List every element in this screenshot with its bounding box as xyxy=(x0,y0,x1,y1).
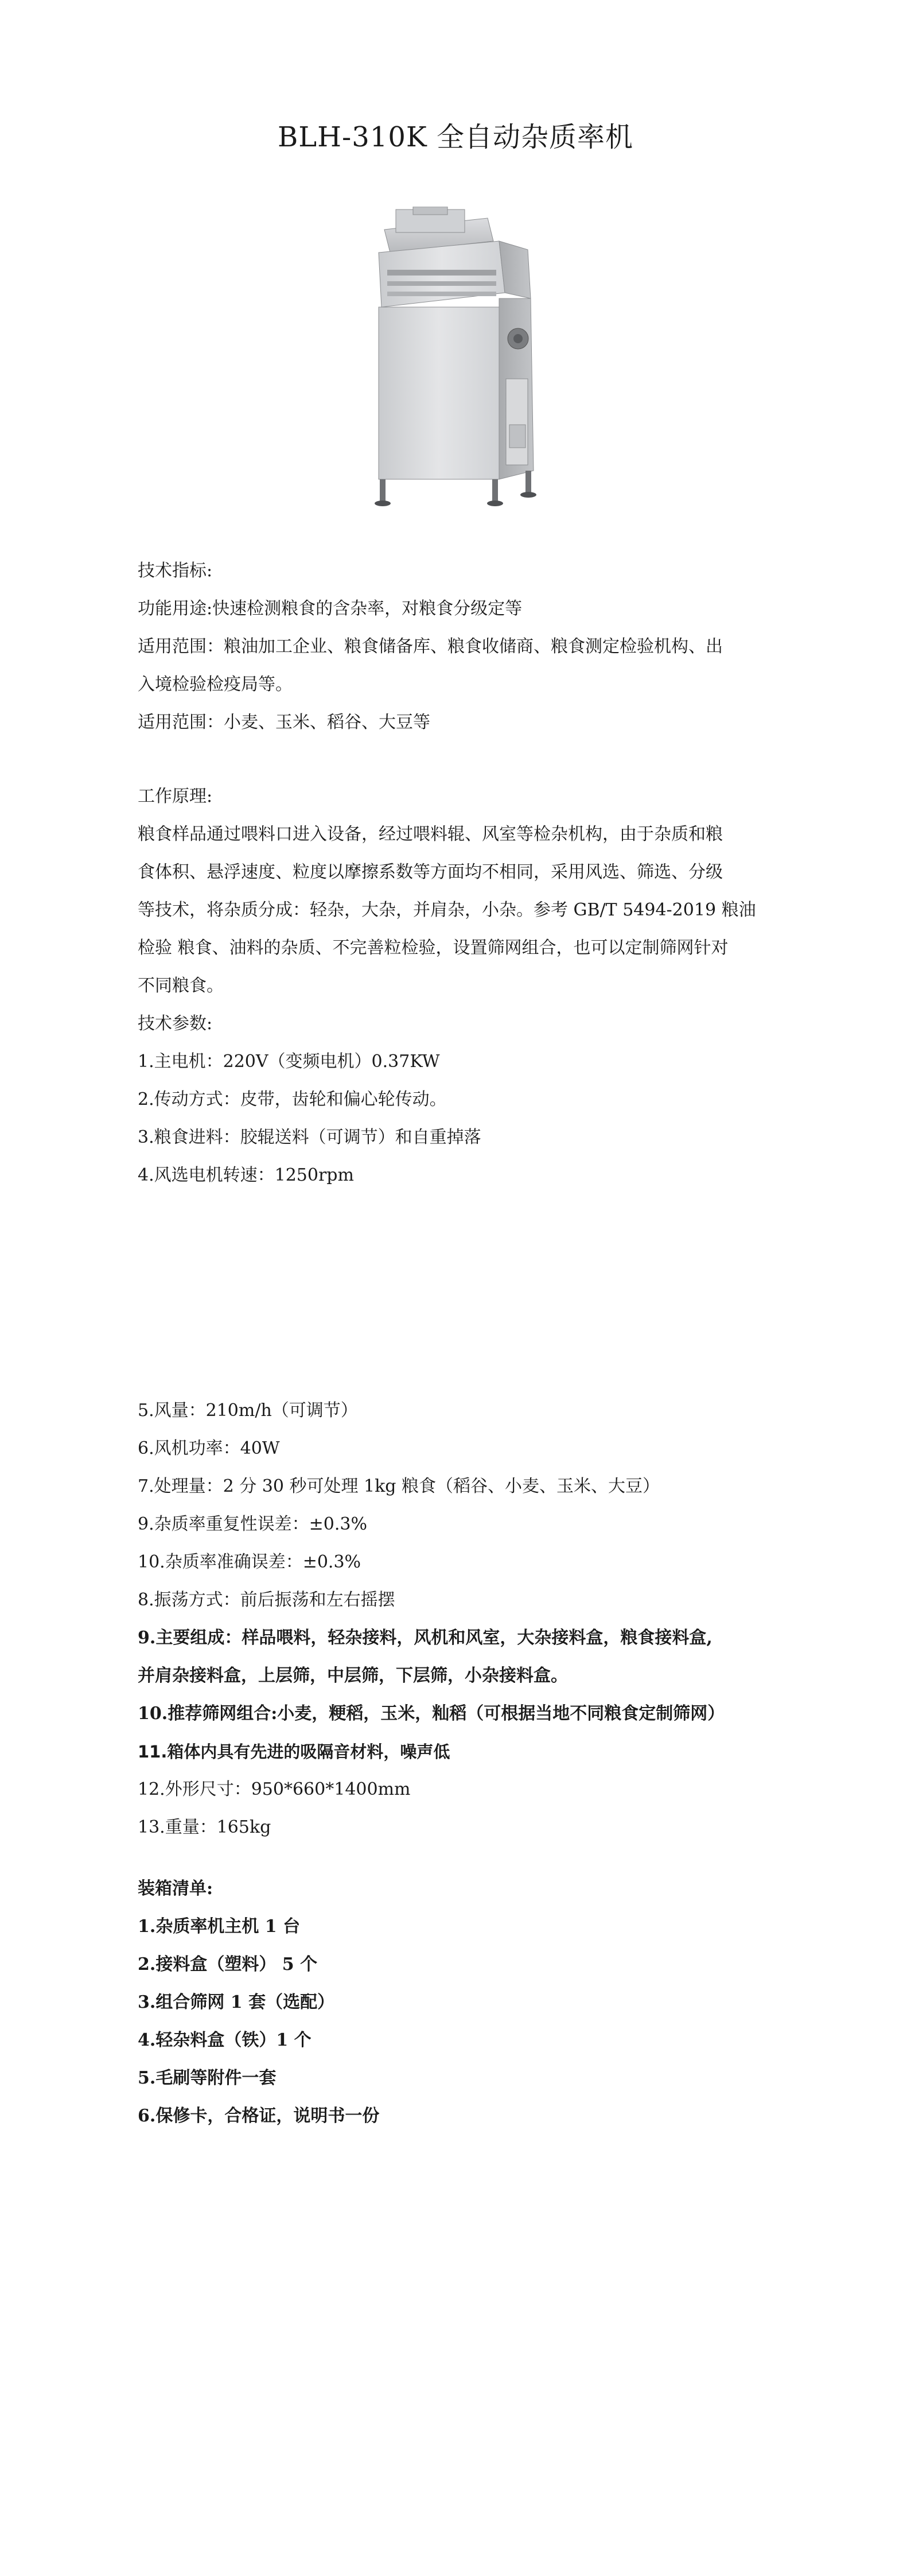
text-line: 功能用途:快速检测粮食的含杂率，对粮食分级定等 xyxy=(138,599,523,619)
section-packing-list xyxy=(138,1870,780,2135)
section-heading: 技术参数: xyxy=(138,1014,213,1034)
spec-line: 2.传动方式：皮带，齿轮和偏心轮传动。 xyxy=(138,1089,447,1109)
text-line: 等技术，将杂质分成：轻杂，大杂，并肩杂，小杂。参考 GB/T 5494-2019 粮油 xyxy=(138,900,756,920)
document-title: BLH-310K 全自动杂质率机 xyxy=(278,121,633,153)
text-line: 不同粮食。 xyxy=(138,976,224,996)
spec-line: 13.重量：165kg xyxy=(138,1817,271,1837)
section-tech-params-continued xyxy=(138,1392,780,1846)
section-heading: 装箱清单: xyxy=(138,1879,213,1899)
section-working-principle xyxy=(138,778,780,1194)
spec-line: 10.杂质率准确误差：±0.3% xyxy=(138,1552,361,1572)
section-heading: 工作原理: xyxy=(138,786,213,806)
spec-line: 4.风选电机转速：1250rpm xyxy=(138,1165,354,1185)
text-line: 粮食样品通过喂料口进入设备，经过喂料辊、风室等检杂机构，由于杂质和粮 xyxy=(138,824,723,844)
product-image xyxy=(356,207,551,517)
text-line: 适用范围：粮油加工企业、粮食储备库、粮食收储商、粮食测定检验机构、出 xyxy=(138,637,723,657)
section-heading: 技术指标: xyxy=(138,561,213,581)
spec-line: 1.主电机：220V（变频电机）0.37KW xyxy=(138,1052,440,1072)
spec-line: 7.处理量：2 分 30 秒可处理 1kg 粮食（稻谷、小麦、玉米、大豆） xyxy=(138,1476,660,1496)
text-line: 检验 粮食、油料的杂质、不完善粒检验，设置筛网组合，也可以定制筛网针对 xyxy=(138,938,729,958)
packing-item: 3.组合筛网 1 套（选配） xyxy=(138,1992,335,2012)
spec-line-bold: 10.推荐筛网组合:小麦，粳稻，玉米，籼稻（可根据当地不同粮食定制筛网） xyxy=(138,1704,725,1724)
packing-item: 4.轻杂料盒（铁）1 个 xyxy=(138,2030,312,2050)
spec-line: 6.风机功率：40W xyxy=(138,1438,280,1458)
section-tech-indicators xyxy=(138,552,780,742)
machine-illustration xyxy=(356,207,551,517)
packing-item: 5.毛刷等附件一套 xyxy=(138,2068,277,2088)
packing-item: 1.杂质率机主机 1 台 xyxy=(138,1917,301,1937)
packing-item: 6.保修卡，合格证，说明书一份 xyxy=(138,2106,380,2126)
spec-line-bold: 9.主要组成：样品喂料，轻杂接料，风机和风室，大杂接料盒，粮食接料盒, xyxy=(138,1628,713,1648)
packing-item: 2.接料盒（塑料） 5 个 xyxy=(138,1954,318,1974)
spec-line-bold: 并肩杂接料盒，上层筛，中层筛，下层筛，小杂接料盒。 xyxy=(138,1666,568,1686)
text-line: 入境检验检疫局等。 xyxy=(138,674,293,695)
text-line: 适用范围：小麦、玉米、稻谷、大豆等 xyxy=(138,712,430,732)
spec-line: 12.外形尺寸：950*660*1400mm xyxy=(138,1779,411,1799)
spec-line-bold: 11.箱体内具有先进的吸隔音材料，噪声低 xyxy=(138,1742,450,1762)
text-line: 食体积、悬浮速度、粒度以摩擦系数等方面均不相同，采用风选、筛选、分级 xyxy=(138,862,723,882)
spec-line: 5.风量：210m/h（可调节） xyxy=(138,1400,358,1421)
spec-line: 8.振荡方式：前后振荡和左右摇摆 xyxy=(138,1590,395,1610)
spec-line: 9.杂质率重复性误差：±0.3% xyxy=(138,1514,367,1534)
spec-line: 3.粮食进料：胶辊送料（可调节）和自重掉落 xyxy=(138,1127,481,1147)
